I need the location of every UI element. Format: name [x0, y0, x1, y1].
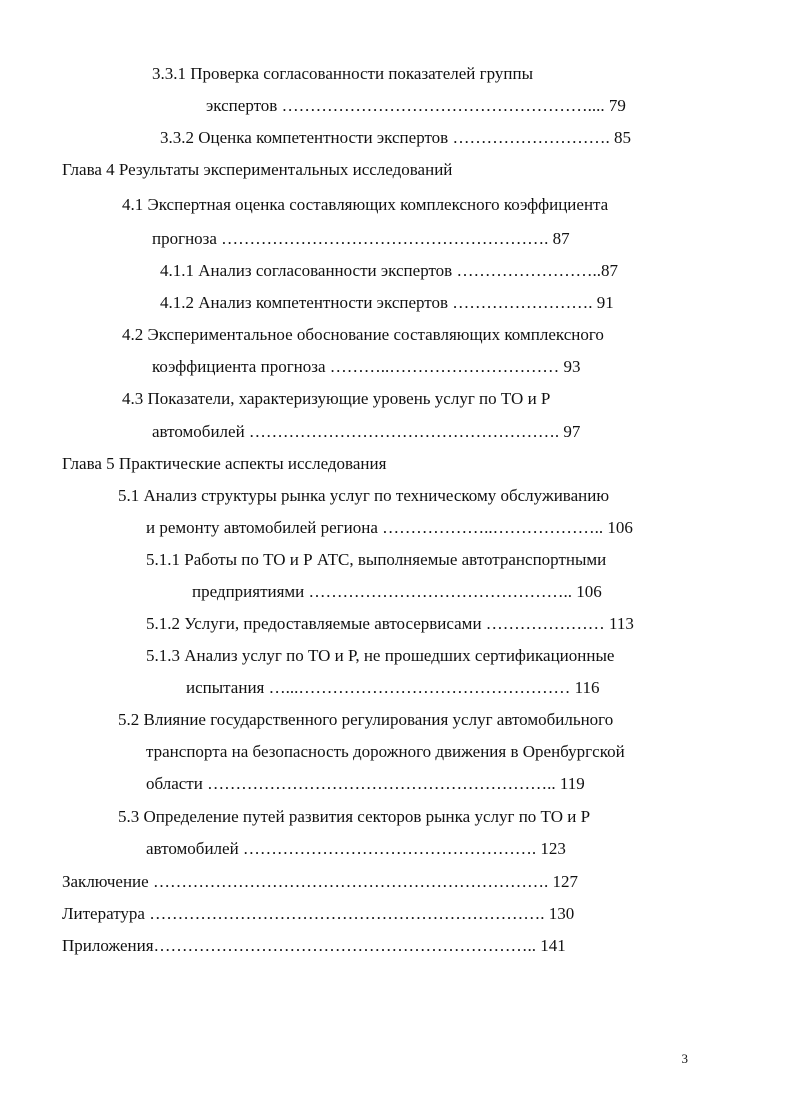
toc-line: 4.2 Экспериментальное обоснование составляющих комплексного — [122, 325, 604, 344]
chapter-heading: Глава 4 Результаты экспериментальных исследований — [62, 160, 453, 179]
toc-line: 5.1.2 Услуги, предоставляемые автосервисами ………………… 113 — [146, 614, 634, 633]
toc-line: 4.1 Экспертная оценка составляющих комплексного коэффициента — [122, 195, 609, 214]
toc-line: 3.3.2 Оценка компетентности экспертов ………………………. 85 — [160, 128, 631, 147]
toc-line: экспертов ……………………………………………….... 79 — [206, 96, 626, 115]
toc-line: транспорта на безопасность дорожного движения в Оренбургской — [146, 742, 625, 761]
toc-line: и ремонту автомобилей региона ………………..……………….. 106 — [146, 518, 633, 537]
toc-line: Литература ……………………………………………………………. 130 — [62, 904, 575, 923]
toc-line: 4.1.2 Анализ компетентности экспертов ……………………. 91 — [160, 293, 614, 312]
toc-line: 5.1 Анализ структуры рынка услуг по техническому обслуживанию — [118, 486, 610, 505]
toc-line: прогноза …………………………………………………. 87 — [152, 229, 570, 248]
toc-line: коэффициента прогноза ………..………………………… 93 — [152, 357, 581, 376]
toc-line: 4.3 Показатели, характеризующие уровень услуг по ТО и Р — [122, 389, 551, 408]
toc-line: испытания …...………………………………………… 116 — [186, 678, 600, 697]
toc-line: 5.1.3 Анализ услуг по ТО и Р, не прошедших сертификационные — [146, 646, 615, 665]
page-number: 3 — [681, 1051, 688, 1066]
toc-line: области …………………………………………………….. 119 — [146, 774, 585, 793]
toc-line: автомобилей ………………………………………………. 97 — [152, 422, 581, 441]
toc-line: автомобилей ……………………………………………. 123 — [146, 839, 566, 858]
toc-line: 5.1.1 Работы по ТО и Р АТС, выполняемые автотранспортными — [146, 550, 607, 569]
toc-line: 4.1.1 Анализ согласованности экспертов ……………………..87 — [160, 261, 618, 280]
toc-line: 5.3 Определение путей развития секторов рынка услуг по ТО и Р — [118, 807, 591, 826]
toc-line: предприятиями ……………………………………….. 106 — [192, 582, 602, 601]
toc-line: 5.2 Влияние государственного регулирования услуг автомобильного — [118, 710, 614, 729]
toc-line: Заключение ……………………………………………………………. 127 — [62, 872, 578, 891]
toc-line: 3.3.1 Проверка согласованности показателей группы — [152, 64, 533, 83]
chapter-heading: Глава 5 Практические аспекты исследования — [62, 454, 387, 473]
toc-line: Приложения………………………………………………………….. 141 — [62, 936, 566, 955]
